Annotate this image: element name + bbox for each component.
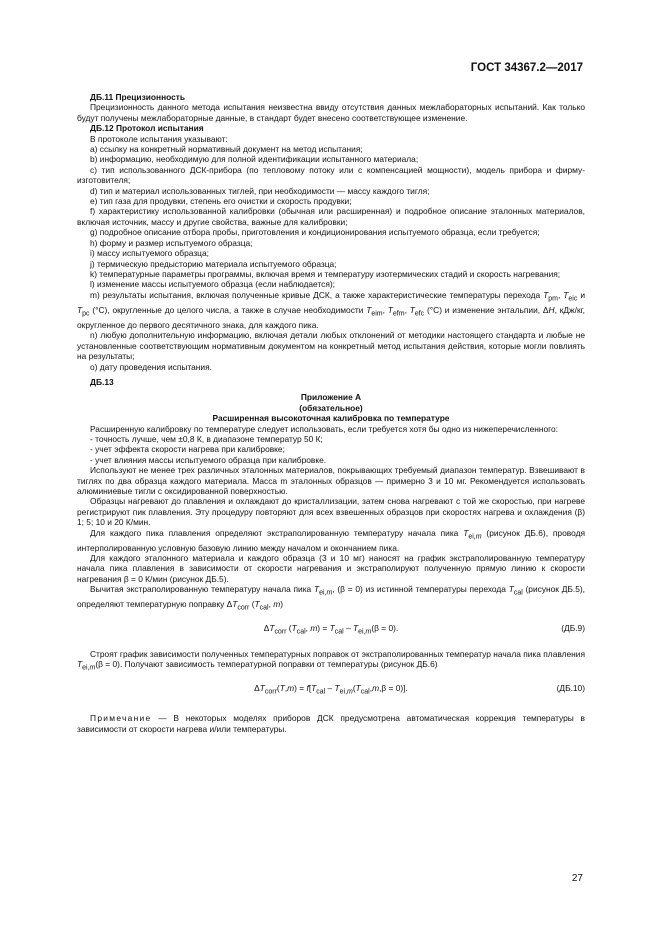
item-g: g) подробное описание отбора пробы, приготовления и кондиционирования испытуемого образца, если требуется; <box>90 227 540 238</box>
item-a: а) ссылку на конкретный нормативный документ на метод испытания; <box>90 144 363 155</box>
item-n: n) любую дополнительную информацию, включая детали любых отклонений от методики настоящего стандарта и любые не установленные соответствующим нормативным документом на конкретный метод испытания действия, которые могли повлиять на результаты; <box>77 330 585 362</box>
page-content <box>77 92 585 734</box>
appendix-paragraph-2: Используют не менее трех различных эталонных материалов, покрывающих требуемый диапазон температур. Взвешивают в тиглях по два образца каждого материала. Масса m эталонных образцов — примерно 3 и 10 мг. Рекомендуется использовать алюминиевые тигли с оксидированной поверхностью. <box>77 465 585 496</box>
bullet-item: - учет влияния массы испытуемого образца при калибровке. <box>90 454 327 465</box>
formula-db9-expression: $\Delta T_{corr}$ ($T_{cal}$, $m) = T_{cal} - T_{ei,m}(\beta = 0)$. <box>263 623 399 637</box>
section-11-title: ДБ.11 Прецизионность <box>90 92 186 102</box>
appendix-title: Приложение А <box>300 392 362 403</box>
note-label: Примечание <box>90 713 152 724</box>
item-c: c) тип использованного ДСК-прибора (по тепловому потоку или с компенсацией мощности), модель прибора и фирму-изготовителя; <box>77 164 585 186</box>
document-id: ГОСТ 34367.2—2017 <box>470 62 583 74</box>
item-d: d) тип и материал использованных тиглей, при необходимости — массу каждого тигля; <box>90 185 430 196</box>
appendix-subtitle: Расширенная высокоточная калибровка по температуре <box>212 413 450 424</box>
section-13-title: ДБ.13 <box>90 376 114 387</box>
note <box>77 713 585 734</box>
item-f: f) характеристику использованной калибровки (обычная или расширенная) и подробное описание эталонных материалов, включая источник, массу и другие свойства, важные для калибровки; <box>77 206 585 227</box>
item-b: b) информацию, необходимую для полной идентификации испытанного материала; <box>90 154 419 165</box>
section-12-title: ДБ.12 Протокол испытания <box>90 123 204 134</box>
appendix-paragraph-6: Вычитая экстраполированную температуру начала пика $T_{ei,m}$, (β = 0) из истинной температуры перехода $T_{cal}$ (рисунок ДБ.5), определяют температурную поправку $\Delta T_{corr}$ ($T_{cal}$, m) <box>77 584 585 613</box>
formula-db9 <box>77 623 585 638</box>
item-m: m) результаты испытания, включая полученные кривые ДСК, а также характеристические температуры перехода $T_{pm}$, $T_{eic}$ и $T_{pc}$ (°C), округленные до целого числа, а также в случае необходимости $T_{eim}$, $T_{efm}$, $T_{efc}$ (°C) и изменение энтальпии, ΔH, кДж/кг, округленное до первого десятичного знака, для каждого пика. <box>77 289 585 330</box>
bullet-item: - точность лучше, чем ±0,8 К, в диапазоне температур 50 К; <box>90 433 323 444</box>
page-number: 27 <box>571 873 583 884</box>
section-12-intro: В протоколе испытания указывают: <box>90 133 228 144</box>
item-i: i) массу испытуемого образца; <box>90 248 209 259</box>
item-e: e) тип газа для продувки, степень его очистки и скорость продувки; <box>90 196 352 207</box>
formula-db10-number: (ДБ.10) <box>556 683 585 694</box>
formula-db10 <box>77 683 585 698</box>
bullet-item: - учет эффекта скорости нагрева при калибровке; <box>90 444 285 455</box>
appendix-paragraph-7: Строят график зависимости полученных температурных поправок от экстраполированных температур начала пика плавления $T_{ei,m}(\beta = 0)$. Получают зависимость температурной поправки от температуры (рисунок ДБ.6) <box>77 648 585 672</box>
item-j: j) термическую предысторию материала испытуемого образца; <box>90 258 337 269</box>
item-k: k) температурные параметры программы, включая время и температуру изотермических стадий и скорость нагревания; <box>90 268 561 279</box>
appendix-paragraph-4: Для каждого пика плавления определяют экстраполированную температуру начала пика $T_{ei,m}$ (рисунок ДБ.6), проводя интерполированную условную базовую линию между началом и окончанием пика. <box>77 527 585 553</box>
item-o: o) дату проведения испытания. <box>90 361 212 372</box>
section-11-text: Прецизионность данного метода испытания неизвестна ввиду отсутствия данных межлабораторных испытаний. Как только будут получены межлабораторные данные, в стандарт будет внесено соответствующее изменение. <box>77 102 585 123</box>
formula-db9-number: (ДБ.9) <box>561 623 585 634</box>
appendix-paragraph-1: Расширенную калибровку по температуре следует использовать, если требуется хотя бы одно из нижеперечисленного: <box>90 423 558 434</box>
item-l: l) изменение массы испытуемого образца (если наблюдается); <box>90 279 336 290</box>
appendix-paragraph-3: Образцы нагревают до плавления и охлаждают до кристаллизации, затем снова нагревают с той же скоростью, при нагреве регистрируют пик плавления. Эту процедуру повторяют для всех взвешенных образцов при скоростях нагрева и охлаждения (β) 1; 5; 10 и 20 К/мин. <box>77 496 585 528</box>
appendix-paragraph-5: Для каждого эталонного материала и каждого образца (3 и 10 мг) наносят на график экстраполированную температуру начала пика плавления в зависимости от скорости нагревания и экстраполируют полученную прямую линию к скорости нагревания β = 0 К/мин (рисунок ДБ.5). <box>77 553 585 584</box>
item-h: h) форму и размер испытуемого образца; <box>90 237 253 248</box>
appendix-status: (обязательное) <box>299 402 363 413</box>
note-text: — В некоторых моделях приборов ДСК предусмотрена автоматическая коррекция температуры в зависимости от скорости нагрева и/или температуры. <box>77 713 585 734</box>
formula-db10-expression: $\Delta T_{corr}(T,m) = f[T_{cal} - T_{ei,m}(T_{cal},m,\beta = 0)]$. <box>254 683 408 696</box>
